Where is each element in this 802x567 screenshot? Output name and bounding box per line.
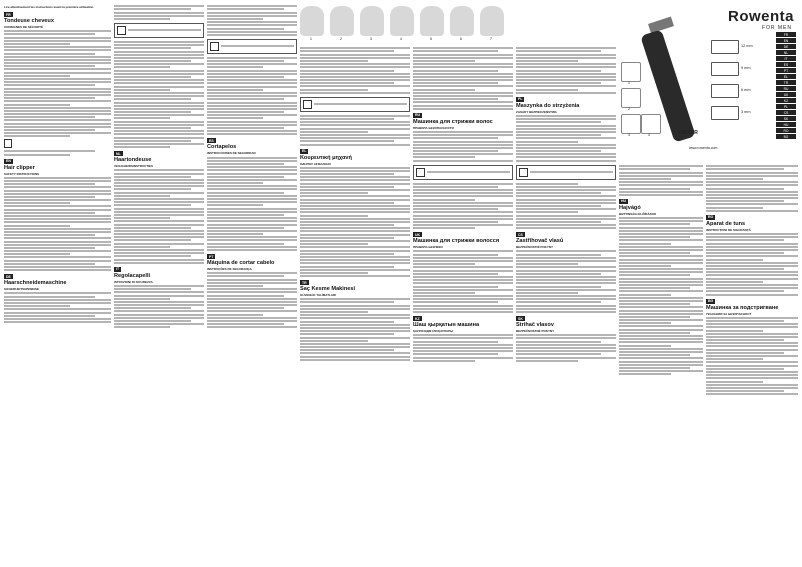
warning-notice: [516, 165, 616, 180]
accessory-figure: [641, 114, 661, 134]
section-fr-head: [4, 12, 111, 17]
brand-logo: Rowenta: [727, 8, 794, 25]
accessory-figure: [621, 88, 641, 108]
product-panel: [619, 4, 798, 160]
warning-icon: [210, 42, 219, 51]
section-ru-head: [413, 113, 513, 118]
lang-badge: TR: [302, 280, 307, 285]
comb-label: 6 mm: [741, 88, 751, 92]
section-de-title: Haarschneidemaschine: [4, 280, 67, 287]
step-number: 2: [340, 37, 342, 41]
section-ru-title: Машинка для стрижки волос: [413, 118, 493, 125]
lang-tab: PL: [776, 104, 796, 109]
lang-tab: BG: [776, 134, 796, 139]
section-bg-title: Машинка за подстригване: [706, 304, 779, 311]
blade-illustration: [648, 17, 674, 34]
column-3: [207, 4, 297, 563]
section-it-title: Regolacapelli: [114, 272, 151, 279]
comb-attachment: [711, 84, 739, 98]
comb-label: 12 mm: [741, 44, 753, 48]
figure-number: 3: [628, 133, 630, 137]
section-kz-title: Шаш қырқатын машина: [413, 322, 480, 328]
warning-notice: [413, 165, 513, 180]
illustration-step: [420, 6, 444, 36]
warning-icon: [519, 168, 528, 177]
section-hu-sub: BIZTONSÁGI ELŐÍRÁSOK: [619, 211, 657, 216]
section-de-head: [4, 274, 111, 279]
section-es-title: Cortapelos: [207, 144, 237, 151]
section-uk-sub: ПРАВИЛА БЕЗПЕКИ: [413, 245, 443, 250]
step-number: 7: [490, 37, 492, 41]
comb-attachment: [711, 106, 739, 120]
section-pt-title: Máquina de cortar cabelo: [207, 260, 275, 266]
step-number: 6: [460, 37, 462, 41]
lang-badge: FR: [6, 12, 11, 17]
accessory-figure: [621, 62, 641, 82]
language-tabs: [776, 32, 796, 140]
column-6: [516, 46, 616, 563]
section-sk-sub: BEZPEČNOSTNÉ POKYNY: [516, 329, 555, 333]
section-bg-sub: УКАЗАНИЯ ЗА БЕЗОПАСНОСТ: [706, 311, 752, 316]
lang-badge: RO: [708, 215, 714, 220]
lang-badge: ES: [209, 138, 214, 143]
section-uk-title: Машинка для стрижки волосся: [413, 238, 500, 245]
section-nl-title: Haartondeuse: [114, 157, 152, 164]
lang-tab: HU: [776, 122, 796, 127]
section-ru-sub: ПРАВИЛА БЕЗОПАСНОСТИ: [413, 125, 454, 130]
lang-tab: IT: [776, 56, 796, 61]
lang-badge: PT: [209, 254, 214, 259]
illustration-step: [300, 6, 324, 36]
lang-badge: EL: [302, 149, 307, 153]
lang-tab: PT: [776, 68, 796, 73]
figure-number: 1: [628, 81, 630, 85]
illustration-step: [450, 6, 474, 36]
section-de-sub: SICHERHEITSHINWEISE: [4, 287, 40, 292]
column-4: [300, 46, 410, 563]
section-es-sub: INSTRUCCIONES DE SEGURIDAD: [207, 151, 256, 156]
section-it-head: [114, 267, 204, 272]
header-note: Lire attentivement les instructions avant la première utilisation: [4, 5, 94, 9]
section-pt-head: [207, 254, 297, 259]
lang-tab: UK: [776, 92, 796, 97]
comb-label: 3 mm: [741, 110, 751, 114]
recycle-bin-icon: [4, 139, 12, 148]
accessory-figure: [621, 114, 641, 134]
section-kz-head: [413, 316, 513, 321]
warning-icon: [117, 26, 126, 35]
section-hu-head: [619, 199, 703, 204]
section-ro-head: [706, 215, 798, 220]
section-kz-sub: ҚАУІПСІЗДІК НҰСҚАУЛАРЫ: [413, 329, 454, 333]
lang-tab: EL: [776, 74, 796, 79]
section-pl-sub: ZASADY BEZPIECZEŃSTWA: [516, 109, 557, 114]
lang-tab: RO: [776, 128, 796, 133]
illustration-step: [360, 6, 384, 36]
column-7: [619, 164, 703, 563]
lang-badge: HU: [621, 199, 627, 204]
lang-badge: NL: [116, 151, 121, 156]
comb-attachment: [711, 40, 739, 54]
step-number: 4: [400, 37, 402, 41]
column-1: [4, 4, 111, 563]
lang-tab: ES: [776, 62, 796, 67]
section-it-sub: ISTRUZIONI DI SICUREZZA: [114, 279, 153, 284]
illustration-step: [330, 6, 354, 36]
section-cs-sub: BEZPEČNOSTNÍ POKYNY: [516, 245, 554, 250]
lang-badge: RU: [415, 113, 421, 118]
section-bg-head: [706, 299, 798, 304]
section-en-head: [4, 159, 111, 164]
warning-notice: [300, 97, 410, 112]
lang-tab: EN: [776, 38, 796, 43]
section-fr-title: Tondeuse cheveux: [4, 18, 54, 24]
section-pl-head: [516, 97, 616, 102]
lang-tab: KZ: [776, 98, 796, 103]
column-5: [413, 46, 513, 563]
figure-number: 2: [628, 107, 630, 111]
column-8: [706, 164, 798, 563]
lang-tab: TR: [776, 80, 796, 85]
warning-icon: [416, 168, 425, 177]
illustration-step: [480, 6, 504, 36]
section-nl-sub: VEILIGHEIDSINSTRUCTIES: [114, 164, 154, 169]
section-en-sub: SAFETY INSTRUCTIONS: [4, 171, 40, 176]
lang-badge: EN: [6, 159, 11, 164]
model-name: DRIVER: [679, 130, 698, 136]
warning-icon: [303, 100, 312, 109]
brand-tagline: FOR MEN: [761, 25, 792, 31]
lang-tab: SK: [776, 116, 796, 121]
lang-badge: DE: [6, 274, 11, 279]
lang-badge: CS: [518, 232, 523, 237]
lang-badge: UK: [415, 232, 421, 237]
column-2: [114, 4, 204, 563]
section-el-title: Κουρευτική μηχανή: [300, 154, 352, 161]
warning-notice: [207, 39, 297, 54]
warning-notice: [114, 23, 204, 38]
step-number: 3: [370, 37, 372, 41]
section-tr-head: [300, 280, 410, 285]
section-ro-title: Aparat de tuns: [706, 220, 746, 227]
step-number: 5: [430, 37, 432, 41]
comb-attachment: [711, 62, 739, 76]
section-nl-head: [114, 151, 204, 156]
section-en-title: Hair clipper: [4, 164, 35, 171]
lang-badge: SK: [518, 316, 523, 321]
lang-tab: DE: [776, 44, 796, 49]
lang-tab: CS: [776, 110, 796, 115]
lang-tab: FR: [776, 32, 796, 37]
section-ro-sub: INSTRUCȚIUNI DE SIGURANȚĂ: [706, 227, 751, 232]
lang-badge: BG: [708, 299, 714, 304]
illustration-step: [390, 6, 414, 36]
comb-label: 9 mm: [741, 66, 751, 70]
section-pt-sub: INSTRUÇÕES DE SEGURANÇA: [207, 267, 252, 271]
lang-badge: KZ: [415, 316, 420, 321]
lang-tab: NL: [776, 50, 796, 55]
lang-tab: RU: [776, 86, 796, 91]
website-url: www.rowenta.com: [689, 146, 718, 150]
usage-illustration-strip: [300, 6, 512, 44]
section-el-head: [300, 149, 410, 154]
section-fr-sub: CONSIGNES DE SÉCURITÉ: [4, 25, 44, 29]
lang-badge: IT: [116, 267, 120, 272]
section-cs-head: [516, 232, 616, 237]
figure-number: 4: [648, 133, 650, 137]
section-es-head: [207, 138, 297, 143]
section-cs-title: Zastřihovač vlasů: [516, 238, 564, 245]
section-pl-title: Maszynka do strzyżenia: [516, 102, 580, 109]
section-sk-head: [516, 316, 616, 321]
section-tr-title: Saç Kesme Makinesi: [300, 286, 356, 293]
lang-badge: PL: [518, 97, 523, 102]
section-uk-head: [413, 232, 513, 237]
step-number: 1: [310, 37, 312, 41]
section-el-sub: ΟΔΗΓΙΕΣ ΑΣΦΑΛΕΙΑΣ: [300, 161, 332, 166]
section-sk-title: Strihač vlasov: [516, 322, 554, 328]
section-hu-title: Hajvágó: [619, 204, 641, 211]
section-tr-sub: GÜVENLİK TALİMATLARI: [300, 293, 337, 298]
